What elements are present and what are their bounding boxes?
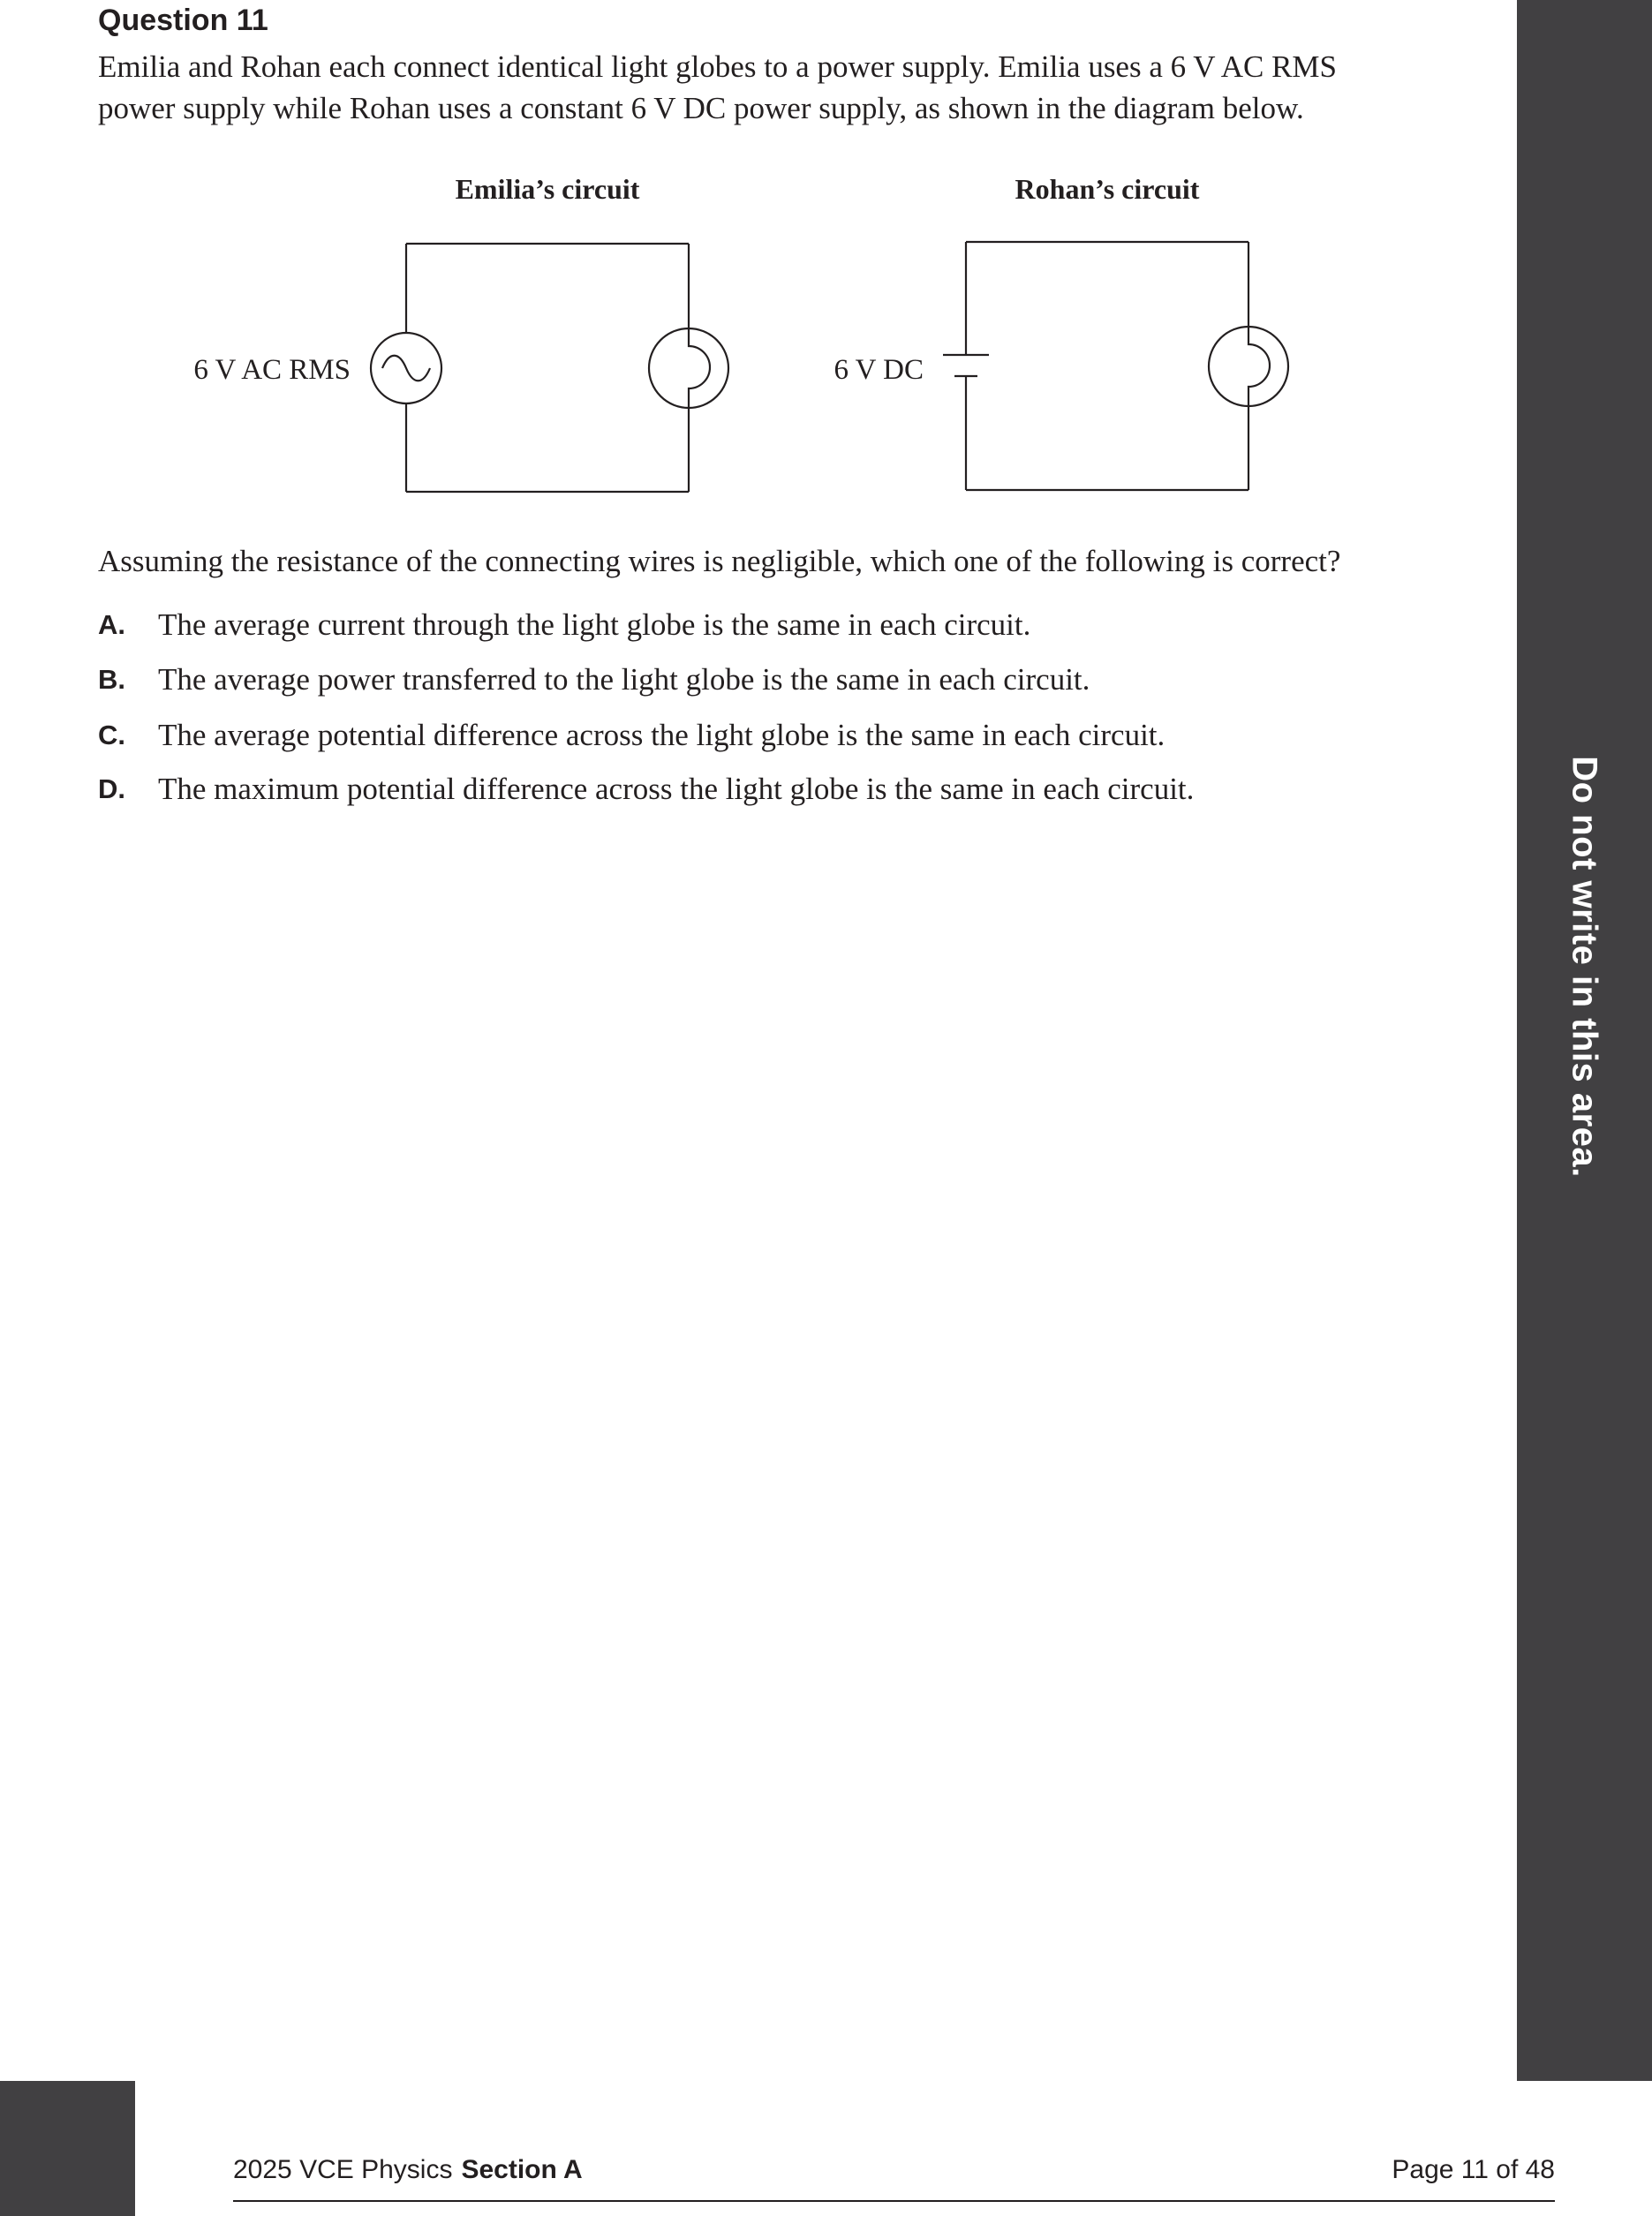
page-number: Page 11 of 48	[1392, 2155, 1555, 2184]
option-text: The average current through the light globe is the same in each circuit.	[158, 607, 1031, 642]
option-text: The average power transferred to the light globe is the same in each circuit.	[158, 662, 1090, 697]
question-heading: Question 11	[98, 4, 268, 37]
rohan-circuit-title: Rohan’s circuit	[1015, 173, 1200, 205]
option-letter: B.	[98, 664, 125, 695]
option-letter: C.	[98, 720, 125, 750]
footer-exam: 2025 VCE Physics	[233, 2155, 453, 2184]
option-text: The average potential difference across the light globe is the same in each circuit.	[158, 718, 1165, 752]
emilia-circuit-title: Emilia’s circuit	[455, 173, 640, 205]
footer-divider	[233, 2200, 1555, 2202]
battery-cell-icon	[943, 355, 989, 376]
emilia-circuit	[371, 244, 728, 492]
option-text: The maximum potential difference across the light globe is the same in each circuit.	[158, 772, 1195, 806]
do-not-write-notice: Do not write in this area.	[1565, 756, 1604, 1178]
option-letter: A.	[98, 609, 125, 640]
intro-line: power supply while Rohan uses a constant 6 V DC power supply, as shown in the diagram below.	[98, 91, 1304, 125]
question-prompt: Assuming the resistance of the connecting wires is negligible, which one of the following is correct?	[98, 544, 1341, 578]
ac-source-icon	[371, 333, 441, 403]
circuit-diagram	[0, 159, 1413, 512]
option-letter: D.	[98, 773, 125, 804]
question-intro	[98, 46, 1458, 129]
rohan-circuit	[943, 242, 1288, 490]
corner-block	[0, 2081, 135, 2216]
dc-source-label: 6 V DC	[834, 354, 924, 386]
light-globe-icon	[649, 328, 728, 408]
footer-exam-info	[233, 2155, 583, 2185]
intro-line: Emilia and Rohan each connect identical light globes to a power supply. Emilia uses a 6 V AC RMS	[98, 49, 1338, 84]
ac-source-label: 6 V AC RMS	[193, 354, 351, 386]
footer-section: Section A	[461, 2155, 583, 2184]
light-globe-icon	[1209, 327, 1288, 406]
